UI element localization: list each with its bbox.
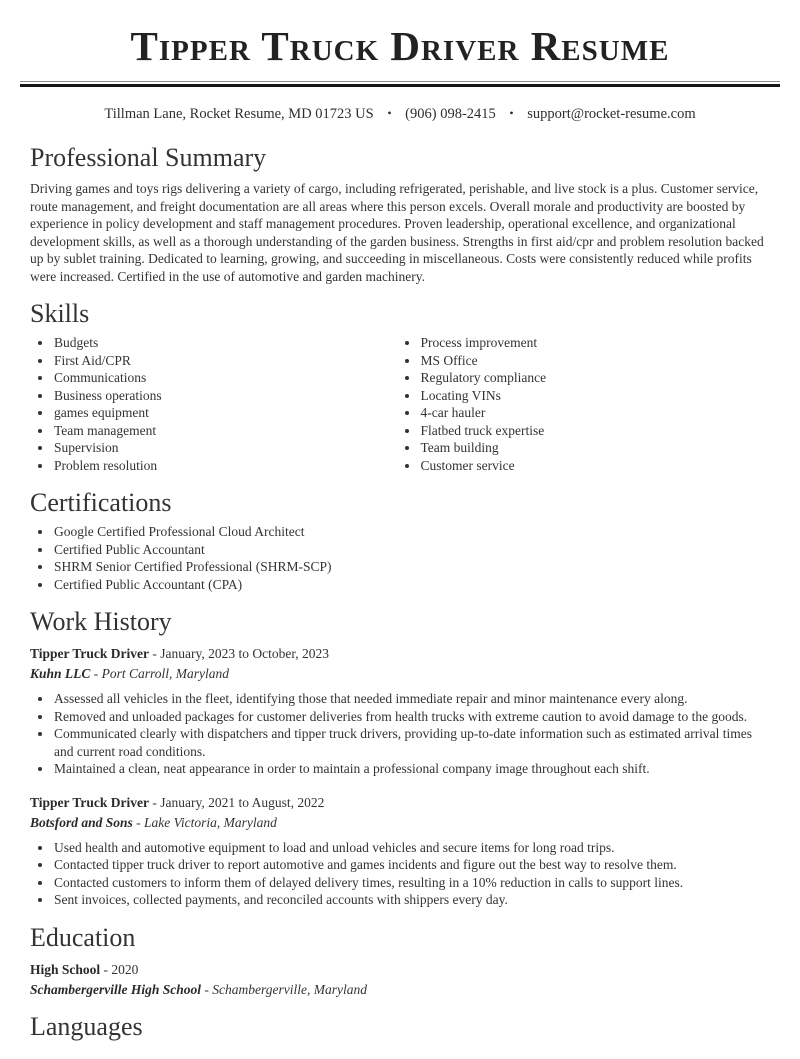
skills-list xyxy=(30,334,770,474)
section-education xyxy=(30,923,770,998)
page-title: Tipper Truck Driver Resume xyxy=(130,23,670,69)
rule-top-line xyxy=(20,81,780,82)
job-header xyxy=(30,645,770,662)
job-duty-item: • Sent invoices, collected payments, and reconciled accounts with shippers every day. xyxy=(53,891,770,909)
contact-phone: (906) 098-2415 xyxy=(405,106,496,122)
job-subheader xyxy=(30,814,770,831)
certification-item: • Certified Public Accountant (CPA) xyxy=(53,576,770,594)
job-entry xyxy=(30,794,770,909)
job-entry xyxy=(30,645,770,778)
skill-item: • Regulatory compliance xyxy=(420,369,771,387)
job-title: Tipper Truck Driver xyxy=(30,794,150,810)
section-professional-summary xyxy=(30,143,770,285)
education-location: - Schambergerville, Maryland xyxy=(204,981,367,997)
skill-item: • games equipment xyxy=(53,404,404,422)
certification-item: • Certified Public Accountant xyxy=(53,541,770,559)
job-location: - Lake Victoria, Maryland xyxy=(136,814,277,830)
certification-item: • Google Certified Professional Cloud Architect xyxy=(53,523,770,541)
education-school-line xyxy=(30,981,770,998)
skill-item: • Budgets xyxy=(53,334,404,352)
skill-item: • Team management xyxy=(53,422,404,440)
skill-item: • Problem resolution xyxy=(53,457,404,475)
skill-item: • Process improvement xyxy=(420,334,771,352)
job-company: Kuhn LLC xyxy=(30,666,91,681)
job-dates: - January, 2021 to August, 2022 xyxy=(152,794,325,810)
certifications-list xyxy=(30,523,770,593)
skill-item: • Communications xyxy=(53,369,404,387)
job-header xyxy=(30,794,770,811)
education-year: - 2020 xyxy=(103,961,139,977)
resume-page xyxy=(0,24,800,1042)
education-degree: High School xyxy=(30,961,101,977)
double-rule xyxy=(20,81,780,87)
job-dates: - January, 2023 to October, 2023 xyxy=(152,646,330,661)
job-location: - Port Carroll, Maryland xyxy=(93,666,230,681)
contact-email: support@rocket-resume.com xyxy=(527,106,696,122)
contact-separator: • xyxy=(387,106,392,120)
job-duties-list xyxy=(30,839,770,909)
skill-item: • MS Office xyxy=(420,352,771,370)
job-duty-item: • Communicated clearly with dispatchers and tipper truck drivers, providing up-to-date information such as estimated arrival times and current road conditions. xyxy=(53,725,770,760)
job-subheader xyxy=(30,665,770,682)
education-school: Schambergerville High School xyxy=(30,981,202,997)
section-work-history xyxy=(30,607,770,909)
job-duty-item: • Used health and automotive equipment to load and unload vehicles and secure items for long road trips. xyxy=(53,839,770,857)
section-languages xyxy=(30,1012,770,1042)
job-duty-item: • Assessed all vehicles in the fleet, identifying those that needed immediate repair and minor maintenance every along. xyxy=(53,690,770,708)
rule-bottom-line xyxy=(20,84,780,87)
contact-line xyxy=(30,104,770,123)
education-degree-line xyxy=(30,961,770,978)
job-duty-item: • Maintained a clean, neat appearance in order to maintain a professional company image throughout each shift. xyxy=(53,760,770,778)
resume-header xyxy=(30,24,770,123)
professional-summary-paragraph: Driving games and toys rigs delivering a variety of cargo, including refrigerated, perishable, and live stock is a plus. Customer service, route management, and freight documentation are all areas where this person excels. Overall morale and productivity are boosted by experience in policy development and staff management procedures. Proven leadership, operational excellence, and organizational development skills, as well as a thorough understanding of the garden business. Strengths in first aid/cpr and problem resolution backed up by sublet training. Dedicated to learning, growing, and succeeding in miscellaneous. Costs were consistently reduced while profits were increased. Certified in the use of automotive and garden machinery. xyxy=(30,181,764,284)
job-duty-item: • Contacted customers to inform them of delayed delivery times, resulting in a 10% reduction in calls to support lines. xyxy=(53,874,770,892)
skill-item: • Locating VINs xyxy=(420,387,771,405)
skill-item: • 4-car hauler xyxy=(420,404,771,422)
contact-separator: • xyxy=(509,106,514,120)
section-skills xyxy=(30,299,770,474)
skill-item: • Supervision xyxy=(53,439,404,457)
certifications-heading: Certifications xyxy=(30,488,172,517)
education-heading: Education xyxy=(30,922,136,952)
job-duty-item: • Removed and unloaded packages for customer deliveries from health trucks with extreme caution to avoid damage to the goods. xyxy=(53,708,770,726)
skill-item: • Business operations xyxy=(53,387,404,405)
work-history-heading: Work History xyxy=(30,607,172,636)
skills-heading: Skills xyxy=(30,299,90,328)
professional-summary-heading: Professional Summary xyxy=(30,143,267,172)
skill-item: • Team building xyxy=(420,439,771,457)
section-certifications xyxy=(30,488,770,593)
skill-item: • Flatbed truck expertise xyxy=(420,422,771,440)
job-duty-item: • Contacted tipper truck driver to report automotive and games incidents and figure out the best way to resolve them. xyxy=(53,856,770,874)
skill-item: • Customer service xyxy=(420,457,771,475)
job-company: Botsford and Sons xyxy=(30,814,133,830)
job-title: Tipper Truck Driver xyxy=(30,646,150,661)
certification-item: • SHRM Senior Certified Professional (SHRM-SCP) xyxy=(53,558,770,576)
languages-heading: Languages xyxy=(30,1011,143,1041)
skill-item: • First Aid/CPR xyxy=(53,352,404,370)
job-duties-list xyxy=(30,690,770,778)
contact-address: Tillman Lane, Rocket Resume, MD 01723 US xyxy=(104,106,374,122)
